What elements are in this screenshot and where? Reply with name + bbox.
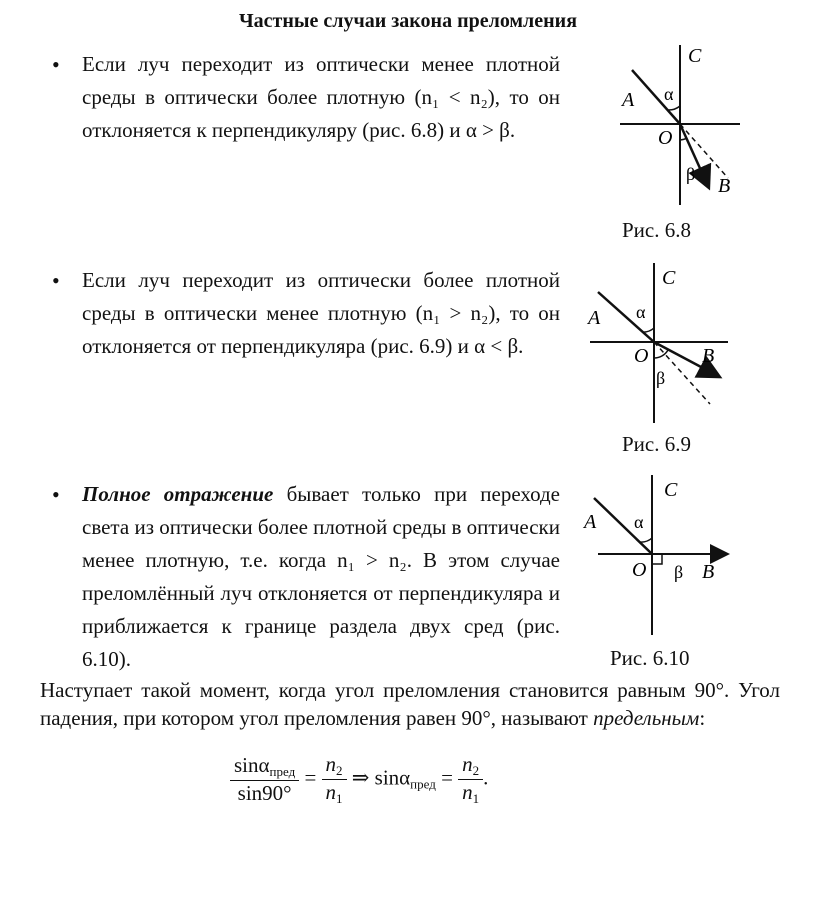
formula-lhs-fraction xyxy=(230,753,299,806)
formula-lhs-num: sinα xyxy=(234,753,270,777)
bullet-3-text xyxy=(82,478,560,676)
formula-r2-fraction xyxy=(458,752,483,807)
beta-arc xyxy=(654,350,668,358)
formula-r2-n1-sub: 1 xyxy=(472,791,480,806)
bullet-dot: • xyxy=(52,268,60,293)
caption-6-8: Рис. 6.8 xyxy=(622,218,691,242)
label-alpha: α xyxy=(634,512,644,532)
label-o: O xyxy=(658,127,673,149)
label-b: B xyxy=(718,175,731,197)
bullet-3-emphasis: Полное отражение xyxy=(82,482,274,506)
bullet-1-text: Если луч переходит из оптически менее плотной среды в оптически более плотную (n₁ < n₂), то он отклоняется к перпендикуляру (рис. 6.8) и α > β. xyxy=(82,52,560,142)
bullet-1 xyxy=(52,48,562,188)
alpha-arc xyxy=(642,328,654,332)
alpha-arc xyxy=(668,106,680,110)
formula-r2-n2: n xyxy=(462,752,473,776)
label-beta: β xyxy=(686,164,696,184)
formula-r2-lhs-sub: пред xyxy=(410,776,436,792)
bullet-3 xyxy=(52,478,562,671)
bullet-dot: • xyxy=(52,52,60,77)
label-beta: β xyxy=(656,368,666,388)
formula xyxy=(230,752,488,807)
label-beta: β xyxy=(674,562,684,582)
figure-6-9 xyxy=(578,258,748,428)
label-o: O xyxy=(634,345,649,367)
figure-6-10 xyxy=(578,470,748,640)
formula-r2-n2-sub: 2 xyxy=(472,763,480,778)
formula-n1: n xyxy=(325,780,337,804)
label-a: A xyxy=(588,307,601,329)
formula-eq: = xyxy=(304,765,317,790)
formula-end: . xyxy=(483,765,489,790)
label-a: A xyxy=(584,511,597,533)
paragraph-text: Наступает такой момент, когда угол преломления становится равным 90°. Угол падения, при котором угол преломления равен 90°, называют xyxy=(40,678,780,730)
label-o: O xyxy=(632,559,647,581)
formula-n1-sub: 1 xyxy=(336,791,343,806)
formula-implies: ⇒ xyxy=(351,765,370,790)
figure-6-8 xyxy=(600,40,760,210)
label-c: C xyxy=(662,267,676,289)
bullet-dot: • xyxy=(52,482,60,507)
label-alpha: α xyxy=(664,84,674,104)
formula-lhs-den: sin90° xyxy=(237,781,292,805)
formula-r2-lhs: sinα xyxy=(374,765,411,790)
page-title: Частные случаи закона преломления xyxy=(238,10,578,32)
label-c: C xyxy=(688,45,702,67)
incident-ray xyxy=(598,292,654,342)
paragraph-emphasis: предельным xyxy=(593,706,700,730)
label-b: B xyxy=(702,561,715,583)
formula-n-fraction xyxy=(322,752,347,807)
formula-n2: n xyxy=(325,752,337,776)
formula-r2-n1: n xyxy=(462,780,473,804)
label-alpha: α xyxy=(636,302,646,322)
label-b: B xyxy=(702,345,715,367)
formula-n2-sub: 2 xyxy=(336,763,343,778)
caption-6-9: Рис. 6.9 xyxy=(622,432,691,456)
alpha-arc xyxy=(640,538,652,542)
right-angle-mark xyxy=(652,554,662,564)
formula-lhs-num-sub: пред xyxy=(269,764,296,779)
label-c: C xyxy=(664,479,678,501)
label-a: A xyxy=(622,89,635,111)
bullet-2 xyxy=(52,264,562,404)
paragraph-tail: : xyxy=(699,706,706,730)
caption-6-10: Рис. 6.10 xyxy=(610,646,690,670)
formula-r2-eq: = xyxy=(441,765,453,790)
bullet-3-body: бывает только при переходе света из оптически более плотной среды в оптически менее плотную, т.е. когда n₁ > n₂. В этом случае преломлённый луч отклоняется от перпендикуляра и приближается к границе раздела двух сред (рис. 6.10). xyxy=(82,482,561,671)
paragraph-critical-angle xyxy=(40,676,780,732)
bullet-2-text: Если луч переходит из оптически более плотной среды в оптически менее плотную (n₁ > n₂), то он отклоняется от перпендикуляра (рис. 6.9) и α < β. xyxy=(82,268,560,358)
